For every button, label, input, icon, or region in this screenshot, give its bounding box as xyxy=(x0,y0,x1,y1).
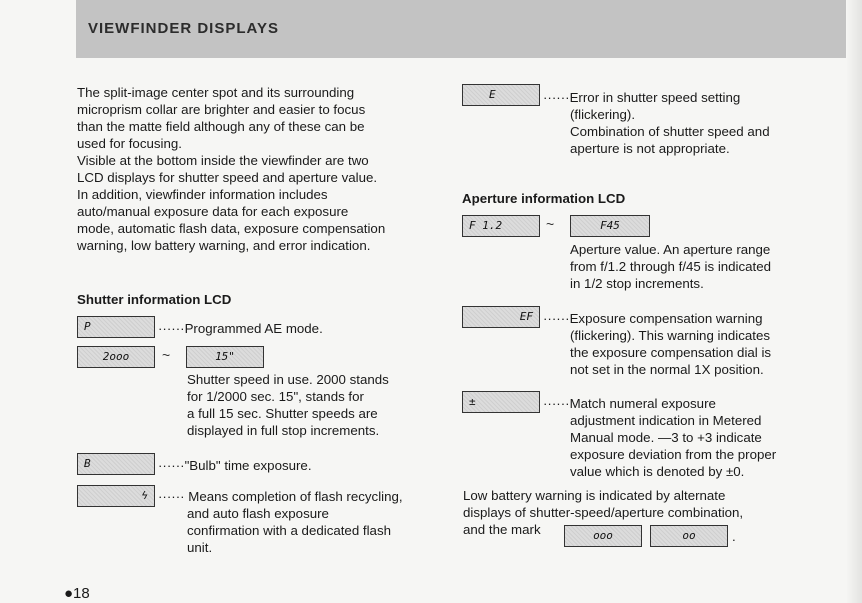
speed-line: a full 15 sec. Shutter speeds are xyxy=(187,406,378,421)
battery-line: displays of shutter-speed/aperture combination, xyxy=(463,505,744,520)
lcd-shutter-15: 15" xyxy=(186,346,264,368)
lcd-metered-manual: ± xyxy=(462,391,540,413)
battery-period: . xyxy=(732,529,736,544)
intro-line: than the matte field although any of these can be xyxy=(77,119,365,134)
aperture-line: from f/1.2 through f/45 is indicated xyxy=(570,259,772,274)
lcd-aperture-f45: F45 xyxy=(570,215,650,237)
aperture-heading: Aperture information LCD xyxy=(462,191,626,206)
flash-line: unit. xyxy=(187,540,213,555)
error-line: (flickering). xyxy=(570,107,636,122)
page-number: ●18 xyxy=(64,585,90,602)
error-line: ······Error in shutter speed setting xyxy=(543,90,741,105)
page-edge-shadow xyxy=(846,0,862,603)
aperture-line: Aperture value. An aperture range xyxy=(570,242,771,257)
bulb-description: ······"Bulb" time exposure. xyxy=(158,458,312,473)
lcd-bulb-display: B xyxy=(77,453,155,475)
lcd-aperture-f12: F 1.2 xyxy=(462,215,540,237)
ef-line: not set in the normal 1X position. xyxy=(570,362,764,377)
range-tilde: ~ xyxy=(546,216,555,232)
pm-line: exposure deviation from the proper xyxy=(570,447,777,462)
intro-line: microprism collar are brighter and easier to focus xyxy=(77,102,366,117)
error-line: aperture is not appropriate. xyxy=(570,141,730,156)
intro-line: LCD displays for shutter speed and aperture value. xyxy=(77,170,378,185)
speed-line: Shutter speed in use. 2000 stands xyxy=(187,372,389,387)
ef-line: the exposure compensation dial is xyxy=(570,345,772,360)
pm-line: adjustment indication in Metered xyxy=(570,413,762,428)
flash-line: and auto flash exposure xyxy=(187,506,329,521)
program-description: ······Programmed AE mode. xyxy=(158,321,323,336)
battery-line: Low battery warning is indicated by alternate xyxy=(463,488,726,503)
lcd-battery-oo: oo xyxy=(650,525,728,547)
ef-line: (flickering). This warning indicates xyxy=(570,328,771,343)
range-tilde: ~ xyxy=(162,347,171,363)
lcd-shutter-2000: 2ooo xyxy=(77,346,155,368)
intro-line: warning, low battery warning, and error indication. xyxy=(77,238,371,253)
page-title: VIEWFINDER DISPLAYS xyxy=(88,20,279,37)
lcd-battery-ooo: ooo xyxy=(564,525,642,547)
error-line: Combination of shutter speed and xyxy=(570,124,770,139)
lcd-flash-display: ϟ xyxy=(77,485,155,507)
intro-line: Visible at the bottom inside the viewfinder are two xyxy=(77,153,369,168)
intro-line: auto/manual exposure data for each exposure xyxy=(77,204,349,219)
pm-line: ······Match numeral exposure xyxy=(543,396,716,411)
lcd-program-display: P xyxy=(77,316,155,338)
speed-line: for 1/2000 sec. 15", stands for xyxy=(187,389,364,404)
lcd-error-display: E xyxy=(462,84,540,106)
flash-line: ······ Means completion of flash recycling, xyxy=(158,489,403,504)
lcd-exposure-compensation: EF xyxy=(462,306,540,328)
intro-line: mode, automatic flash data, exposure compensation xyxy=(77,221,386,236)
intro-line: used for focusing. xyxy=(77,136,182,151)
intro-line: The split-image center spot and its surrounding xyxy=(77,85,355,100)
ef-line: ······Exposure compensation warning xyxy=(543,311,763,326)
battery-line: and the mark xyxy=(463,522,541,537)
pm-line: value which is denoted by ±0. xyxy=(570,464,745,479)
shutter-heading: Shutter information LCD xyxy=(77,292,232,307)
speed-line: displayed in full stop increments. xyxy=(187,423,380,438)
aperture-line: in 1/2 stop increments. xyxy=(570,276,704,291)
pm-line: Manual mode. —3 to +3 indicate xyxy=(570,430,762,445)
flash-line: confirmation with a dedicated flash xyxy=(187,523,391,538)
intro-line: In addition, viewfinder information includes xyxy=(77,187,328,202)
